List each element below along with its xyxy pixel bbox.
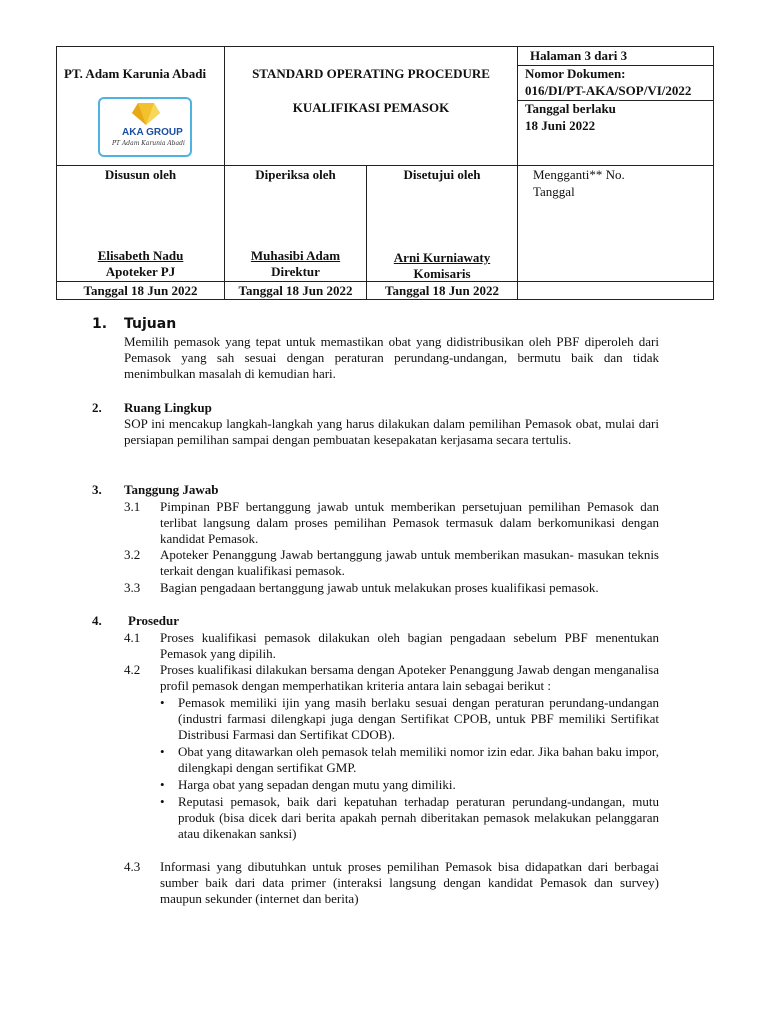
sig-name-1: Elisabeth Nadu xyxy=(97,248,184,263)
section-1-title: Tujuan xyxy=(124,316,177,332)
logo-subtext: PT Adam Karunia Abadi xyxy=(112,140,185,147)
doc-type: STANDARD OPERATING PROCEDURE xyxy=(252,66,490,81)
bullet-4-2-4: Reputasi pemasok, baik dari kepatuhan terhadap peraturan perundang-undangan, mutu produk (bisa dicek dari berita apakah pernah diberitakan pemasok melakukan pelanggaran atau dikenakan sanksi) xyxy=(178,794,659,841)
section-4-title: Prosedur xyxy=(128,613,180,628)
replace-date: Tanggal xyxy=(533,184,575,199)
item-4-2-number: 4.2 xyxy=(124,662,141,677)
doc-no-label: Nomor Dokumen: xyxy=(525,66,626,81)
bullet-4-2-2: Obat yang ditawarkan oleh pemasok telah memiliki nomor izin edar. Jika bahan baku impor, dilengkapi dengan sertifikat GMP. xyxy=(178,744,659,775)
section-3-title: Tanggung Jawab xyxy=(124,482,219,497)
section-1-number: 1. xyxy=(92,316,108,332)
item-3-2-number: 3.2 xyxy=(124,547,141,562)
bullet-icon: • xyxy=(160,777,165,792)
item-3-3-text: Bagian pengadaan bertanggung jawab untuk melakukan proses kualifikasi pemasok. xyxy=(160,580,599,595)
item-4-1-number: 4.1 xyxy=(124,630,141,645)
sig-title-3: Komisaris xyxy=(413,266,471,281)
bullet-4-2-3: Harga obat yang sepadan dengan mutu yang dimiliki. xyxy=(178,777,456,792)
doc-no: 016/DI/PT-AKA/SOP/VI/2022 xyxy=(525,83,692,98)
sig-date-1: Tanggal 18 Jun 2022 xyxy=(83,283,198,298)
section-3-number: 3. xyxy=(92,482,102,497)
logo-text: AKA GROUP xyxy=(122,127,183,138)
company-name: PT. Adam Karunia Abadi xyxy=(64,66,207,81)
sop-header-table xyxy=(56,46,714,300)
sig-role-2: Diperiksa oleh xyxy=(255,167,336,182)
effective-date: 18 Juni 2022 xyxy=(525,118,596,133)
item-4-1-text: Proses kualifikasi pemasok dilakukan oleh bagian pengadaan sebelum PBF menentukan Pemasok yang dipilih. xyxy=(160,630,659,661)
doc-title: KUALIFIKASI PEMASOK xyxy=(292,100,450,115)
sig-name-2: Muhasibi Adam xyxy=(250,248,341,263)
sig-title-1: Apoteker PJ xyxy=(105,264,176,279)
company-logo xyxy=(98,97,192,157)
section-1-text: Memilih pemasok yang tepat untuk memastikan obat yang didistribusikan oleh PBF diperoleh dari Pemasok yang sah sesuai dengan peraturan perundang-undangan, bermutu baik dan tidak menimbulkan masalah di kemudian hari. xyxy=(124,334,659,381)
sig-title-2: Direktur xyxy=(271,264,320,279)
bullet-4-2-1: Pemasok memiliki ijin yang masih berlaku sesuai dengan peraturan perundang-undangan (industri farmasi dilengkapi juga dengan Sertifikat CPOB, untuk PBF memiliki Sertifikat Distribusi Farmasi dan Sertifikat CDOB). xyxy=(178,695,659,742)
item-4-3-number: 4.3 xyxy=(124,859,141,874)
page-label: Halaman 3 dari 3 xyxy=(530,48,628,63)
replace-no: Mengganti** No. xyxy=(533,167,625,182)
item-4-3-text: Informasi yang dibutuhkan untuk proses pemilihan Pemasok bisa didapatkan dari berbagai sumber baik dari data primer (interaksi langsung dengan kandidat Pemasok dan survey) maupun sekunder (internet dan berita) xyxy=(160,859,659,906)
sig-date-3: Tanggal 18 Jun 2022 xyxy=(384,283,500,298)
section-2-title: Ruang Lingkup xyxy=(124,400,212,415)
item-3-1-number: 3.1 xyxy=(124,499,141,514)
bullet-icon: • xyxy=(160,695,165,710)
item-4-2-text: Proses kualifikasi dilakukan bersama dengan Apoteker Penanggung Jawab dengan menganalisa profil pemasok dengan memperhatikan kriteria antara lain sebagai berikut : xyxy=(160,662,659,693)
bullet-icon: • xyxy=(160,794,165,809)
item-3-1-text: Pimpinan PBF bertanggung jawab untuk memberikan persetujuan pemilihan Pemasok dan terlibat langsung dalam proses pemilihan Pemasok termasuk dalam berkomunikasi dengan kandidat Pemasok. xyxy=(160,499,659,546)
sig-role-3: Disetujui oleh xyxy=(403,167,481,182)
bullet-icon: • xyxy=(160,744,165,759)
section-4-number: 4. xyxy=(92,613,102,628)
sig-name-3: Arni Kurniawaty xyxy=(393,250,491,265)
item-3-3-number: 3.3 xyxy=(124,580,141,595)
section-2-text: SOP ini mencakup langkah-langkah yang harus dilakukan dalam pemilihan Pemasok obat, mulai dari persiapan pemilihan sampai dengan pembuatan kesepakatan kerjasama secara tertulis. xyxy=(124,416,659,447)
effective-label: Tanggal berlaku xyxy=(525,101,616,116)
section-2-number: 2. xyxy=(92,400,102,415)
sig-role-1: Disusun oleh xyxy=(104,167,177,182)
item-3-2-text: Apoteker Penanggung Jawab bertanggung jawab untuk memberikan masukan- masukan teknis terkait dengan kualifikasi pemasok. xyxy=(160,547,659,578)
date-cell-4 xyxy=(517,281,714,300)
sig-date-2: Tanggal 18 Jun 2022 xyxy=(238,283,353,298)
